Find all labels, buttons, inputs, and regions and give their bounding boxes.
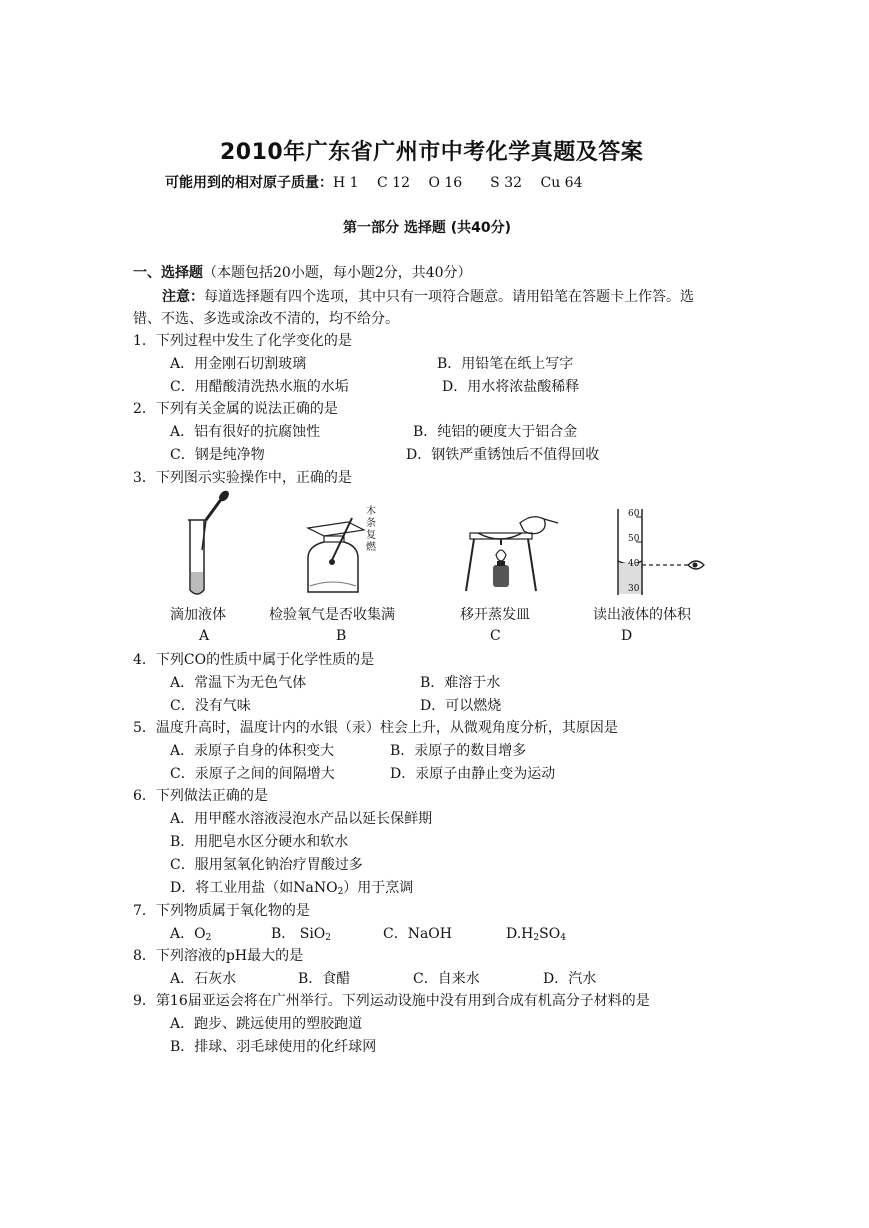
q3-stem: 3．下列图示实验操作中，正确的是 bbox=[133, 470, 352, 486]
q6-stem: 6．下列做法正确的是 bbox=[133, 788, 268, 804]
q6-option-a: A．用甲醛水溶液浸泡水产品以延长保鲜期 bbox=[170, 811, 433, 827]
section-heading bbox=[133, 263, 472, 283]
figure-d-tick-50: 50 bbox=[628, 534, 640, 544]
section-title: 一、选择题 bbox=[133, 265, 203, 281]
figure-d-caption: 读出液体的体积 bbox=[593, 607, 691, 623]
q6-d-subscript: 2 bbox=[337, 887, 344, 897]
q4-option-c: C．没有气味 bbox=[170, 698, 251, 714]
q7-option-a bbox=[170, 924, 211, 944]
figure-d-cylinder-illustration bbox=[600, 505, 710, 600]
q6-option-c: C．服用氢氧化钠治疗胃酸过多 bbox=[170, 857, 363, 873]
q5-stem: 5．温度升高时，温度计内的水银（汞）柱会上升，从微观角度分析，其原因是 bbox=[133, 720, 618, 736]
note-text: 每道选择题有四个选项，其中只有一项符合题意。请用铅笔在答题卡上作答。选 bbox=[204, 289, 694, 305]
q7-d-text: D.H bbox=[506, 926, 534, 942]
q5-option-b: B．汞原子的数目增多 bbox=[390, 743, 527, 759]
atomic-mass-label: 可能用到的相对原子质量： bbox=[165, 175, 333, 191]
q5-option-c: C．汞原子之间的间隔增大 bbox=[170, 766, 335, 782]
figure-c-caption: 移开蒸发皿 bbox=[460, 607, 530, 623]
q1-stem: 1．下列过程中发生了化学变化的是 bbox=[133, 333, 352, 349]
q9-stem: 9．第16届亚运会将在广州举行。下列运动设施中没有用到合成有机高分子材料的是 bbox=[133, 993, 650, 1009]
q7-d-subscript-2: 4 bbox=[560, 933, 566, 943]
q2-option-a: A．铝有很好的抗腐蚀性 bbox=[170, 424, 321, 440]
figure-d-tick-30: 30 bbox=[628, 584, 640, 594]
q8-option-d: D．汽水 bbox=[543, 971, 597, 987]
figure-a-letter: A bbox=[199, 628, 210, 644]
q4-option-b: B．难溶于水 bbox=[420, 675, 501, 691]
q4-option-d: D．可以燃烧 bbox=[420, 698, 502, 714]
part-heading: 第一部分 选择题 (共40分) bbox=[343, 220, 512, 236]
figure-a-dropper-illustration bbox=[170, 490, 250, 600]
atomic-mass-line bbox=[165, 173, 582, 193]
q7-stem: 7．下列物质属于氧化物的是 bbox=[133, 903, 310, 919]
q2-stem: 2．下列有关金属的说法正确的是 bbox=[133, 401, 338, 417]
q1-option-a: A．用金刚石切割玻璃 bbox=[170, 356, 307, 372]
figure-b-caption: 检验氧气是否收集满 bbox=[269, 607, 395, 623]
figure-d-tick-40: 40 bbox=[628, 559, 640, 569]
q5-option-d: D．汞原子由静止变为运动 bbox=[390, 766, 556, 782]
q4-stem: 4．下列CO的性质中属于化学性质的是 bbox=[133, 652, 375, 668]
q2-option-c: C．钢是纯净物 bbox=[170, 447, 265, 463]
figure-c-letter: C bbox=[490, 628, 501, 644]
q1-option-b: B．用铅笔在纸上写字 bbox=[437, 356, 574, 372]
q6-d-text: D．将工业用盐（如NaNO bbox=[170, 880, 338, 896]
atomic-mass-values: H 1 C 12 O 16 S 32 Cu 64 bbox=[333, 175, 583, 191]
q4-option-a: A．常温下为无色气体 bbox=[170, 675, 307, 691]
q7-a-subscript: 2 bbox=[205, 933, 212, 943]
section-desc: （本题包括20小题，每小题2分，共40分） bbox=[203, 265, 472, 281]
figure-b-splint-label: 木条复燃 bbox=[366, 506, 376, 553]
q7-option-c: C．NaOH bbox=[383, 926, 452, 942]
figure-b-letter: B bbox=[336, 628, 347, 644]
q2-option-b: B．纯铝的硬度大于铝合金 bbox=[413, 424, 578, 440]
q7-option-b bbox=[271, 924, 331, 944]
figure-b-gas-jar-illustration bbox=[298, 500, 373, 600]
note-line-2: 错、不选、多选或涂改不清的，均不给分。 bbox=[133, 311, 399, 327]
q7-option-d bbox=[506, 924, 566, 944]
q1-option-d: D．用水将浓盐酸稀释 bbox=[442, 379, 580, 395]
note-label: 注意： bbox=[162, 289, 204, 305]
figure-a-caption: 滴加液体 bbox=[170, 607, 226, 623]
q8-stem: 8．下列溶液的pH最大的是 bbox=[133, 948, 304, 964]
page-title: 2010年广东省广州市中考化学真题及答案 bbox=[220, 140, 644, 165]
q2-option-d: D．钢铁严重锈蚀后不值得回收 bbox=[406, 447, 600, 463]
q6-option-b: B．用肥皂水区分硬水和软水 bbox=[170, 834, 349, 850]
q7-d-text-mid: SO bbox=[539, 926, 561, 942]
q1-option-c: C．用醋酸清洗热水瓶的水垢 bbox=[170, 379, 349, 395]
figure-d-tick-60: 60 bbox=[628, 509, 640, 519]
q6-option-d bbox=[170, 878, 413, 898]
q8-option-c: C．自来水 bbox=[413, 971, 480, 987]
q7-b-text: B． SiO bbox=[271, 926, 326, 942]
figure-c-evaporation-illustration bbox=[460, 505, 560, 600]
q8-option-a: A．石灰水 bbox=[170, 971, 237, 987]
q9-option-b: B．排球、羽毛球使用的化纤球网 bbox=[170, 1039, 377, 1055]
note-line-1 bbox=[162, 287, 694, 307]
q8-option-b: B．食醋 bbox=[298, 971, 351, 987]
q6-d-text-end: ）用于烹调 bbox=[343, 880, 414, 896]
q7-d-subscript-1: 2 bbox=[533, 933, 540, 943]
q7-b-subscript: 2 bbox=[325, 933, 332, 943]
q9-option-a: A．跑步、跳远使用的塑胶跑道 bbox=[170, 1016, 363, 1032]
q7-a-text: A．O bbox=[170, 926, 206, 942]
figure-d-letter: D bbox=[621, 628, 633, 644]
q5-option-a: A．汞原子自身的体积变大 bbox=[170, 743, 335, 759]
